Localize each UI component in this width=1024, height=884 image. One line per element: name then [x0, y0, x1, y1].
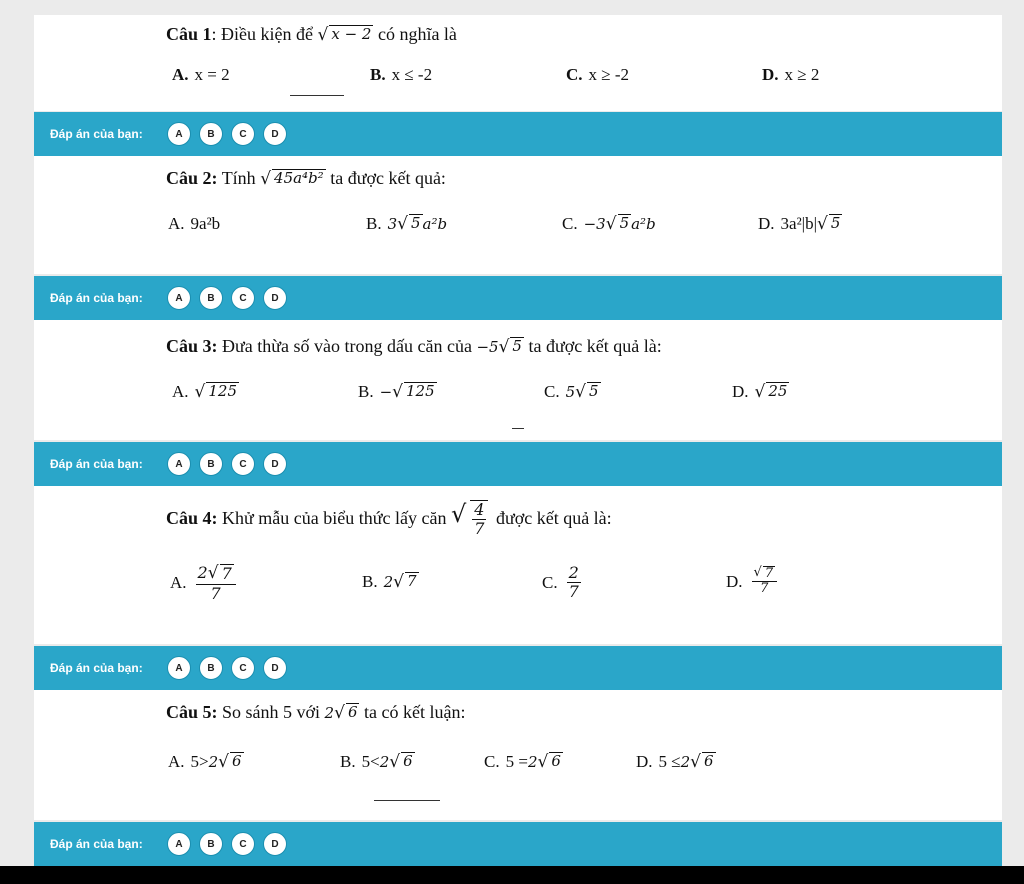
question-5-option-d: D. 5 ≤ 2 √ 6 — [636, 752, 714, 772]
q4-choice-d[interactable]: D — [263, 656, 287, 680]
question-5-stem: So sánh 5 với — [217, 702, 325, 722]
q1-choice-d[interactable]: D — [263, 122, 287, 146]
q1-choice-c[interactable]: C — [231, 122, 255, 146]
q2-choice-c[interactable]: C — [231, 286, 255, 310]
q4-choice-c[interactable]: C — [231, 656, 255, 680]
question-2-option-c: C. −3 √ 5 a²b — [562, 214, 656, 234]
q2-choice-a[interactable]: A — [167, 286, 191, 310]
answer-bar-3 — [34, 442, 1002, 486]
question-3-option-a: A. √ 125 — [172, 382, 238, 402]
answer-label: Đáp án của bạn: — [50, 661, 143, 675]
question-4-stem: Khử mẫu của biểu thức lấy căn — [217, 508, 451, 529]
q3-choice-d[interactable]: D — [263, 452, 287, 476]
question-2-stem: Tính — [217, 168, 261, 188]
question-4-stem-end: được kết quả là: — [491, 508, 612, 529]
question-4-option-a: A. 2 √ 7 7 — [170, 564, 239, 603]
question-1-stem-end: có nghĩa là — [373, 24, 457, 44]
question-2-option-d: D. 3a²|b| √ 5 — [758, 214, 841, 234]
question-2-text — [166, 168, 446, 189]
question-3-option-b: B. − √ 125 — [358, 382, 435, 402]
question-5-number: Câu 5: — [166, 702, 218, 722]
question-5-text: Câu 5: So sánh 5 với 2 √ 6 ta có kết luận: — [166, 702, 466, 723]
question-4-card — [34, 486, 1002, 644]
question-2-number: Câu 2: — [166, 168, 218, 188]
answer-bar-1 — [34, 112, 1002, 156]
question-4-option-c: C. $\frac{2}{7}$ — [542, 563, 579, 602]
q3-choice-a[interactable]: A — [167, 452, 191, 476]
question-3-text: Câu 3: Đưa thừa số vào trong dấu căn của −5 √ 5 ta được kết quả là: — [166, 336, 662, 357]
q3-choice-b[interactable]: B — [199, 452, 223, 476]
question-3-stem: Đưa thừa số vào trong dấu căn của — [217, 336, 477, 356]
question-2-radical: √ 45a⁴b² — [260, 169, 324, 189]
question-3-option-c: C. 5 √ 5 — [544, 382, 599, 402]
q2-choice-d[interactable]: D — [263, 286, 287, 310]
question-1-stem: : Điều kiện để — [211, 24, 318, 44]
question-4-number: Câu 4: — [166, 508, 218, 529]
answer-label: Đáp án của bạn: — [50, 837, 143, 851]
q5-choice-a[interactable]: A — [167, 832, 191, 856]
answer-label: Đáp án của bạn: — [50, 291, 143, 305]
question-2-option-b: B. 3 √ 5 a²b — [366, 214, 448, 234]
q1-choice-b[interactable]: B — [199, 122, 223, 146]
question-1-radicand: x − 2 — [331, 25, 372, 43]
question-2-card — [34, 156, 1002, 274]
q4-choice-b[interactable]: B — [199, 656, 223, 680]
question-4-radical: √ $\frac{4}{7}$ — [451, 500, 491, 537]
stray-underline — [290, 95, 344, 96]
answer-bar-2 — [34, 276, 1002, 320]
question-4-option-b: B. 2 √ 7 — [362, 572, 417, 592]
answer-bar-4 — [34, 646, 1002, 690]
answer-label: Đáp án của bạn: — [50, 457, 143, 471]
question-5-option-a: A. 5> 2 √ 6 — [168, 752, 242, 772]
question-5-card — [34, 690, 1002, 820]
question-3-card — [34, 320, 1002, 440]
stray-underline — [512, 428, 524, 429]
question-2-stem-end: ta được kết quả: — [325, 168, 446, 188]
q1-choice-a[interactable]: A — [167, 122, 191, 146]
question-3-option-d: D. √ 25 — [732, 382, 788, 402]
q5-choice-b[interactable]: B — [199, 832, 223, 856]
question-1-option-d: D. x ≥ 2 — [762, 65, 820, 84]
q5-choice-d[interactable]: D — [263, 832, 287, 856]
question-1-number: Câu 1 — [166, 24, 212, 44]
question-4-text — [166, 500, 612, 537]
question-1-option-b: B. x ≤ -2 — [370, 65, 433, 84]
bottom-black-bar — [0, 866, 1024, 884]
question-5-option-b: B. 5< 2 √ 6 — [340, 752, 413, 772]
question-4-option-d: D. √ 7 7 — [726, 566, 780, 597]
question-2-option-a: A. 9a²b — [168, 214, 221, 233]
q4-choice-a[interactable]: A — [167, 656, 191, 680]
question-5-stem-end: ta có kết luận: — [359, 702, 466, 722]
question-1-card — [34, 15, 1002, 111]
q5-choice-c[interactable]: C — [231, 832, 255, 856]
question-1-option-c: C. x ≥ -2 — [566, 65, 630, 84]
q2-choice-b[interactable]: B — [199, 286, 223, 310]
question-3-stem-end: ta được kết quả là: — [523, 336, 662, 356]
question-1-text — [166, 24, 457, 45]
question-1-radical: √ x − 2 — [317, 25, 372, 45]
answer-bar-5 — [34, 822, 1002, 866]
answer-label: Đáp án của bạn: — [50, 127, 143, 141]
stray-underline — [374, 800, 440, 801]
question-5-option-c: C. 5 = 2 √ 6 — [484, 752, 561, 772]
question-3-number: Câu 3: — [166, 336, 218, 356]
question-1-option-a: A. x = 2 — [172, 65, 230, 84]
q3-choice-c[interactable]: C — [231, 452, 255, 476]
